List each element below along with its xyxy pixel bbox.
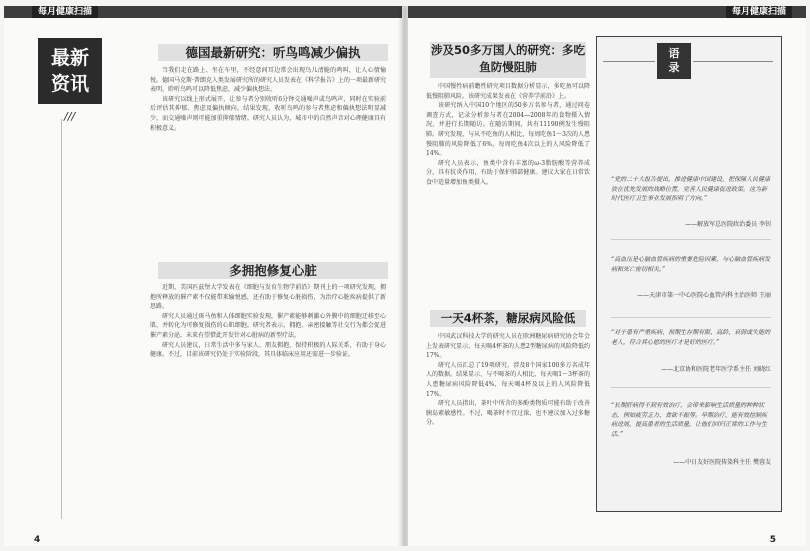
decorative-slashes: /// <box>64 110 76 123</box>
article-paragraph: 研究人员通过斑马鱼和人体细胞实验发现，催产素能够刺激心外膜中的细胞迁移至心肌，并转化为可修复损伤的心肌细胞。研究者表示，拥抱、亲密接触等社交行为都会促进催产素分泌，未来有望借此开发针对心脏病的新型疗法。 <box>150 312 386 339</box>
quote-source: ——中日友好医院传染科主任 樊蓉友 <box>673 459 771 466</box>
quote-text: “高血压是心脑血管疾病的重要危险因素，与心脑血管疾病发病和死亡密切相关。” <box>611 256 771 273</box>
article-title-fish <box>430 42 586 78</box>
quote-header-rule <box>603 61 655 62</box>
article-body-hug <box>150 283 386 505</box>
quote-divider <box>611 317 771 318</box>
left-page <box>4 6 402 546</box>
right-page <box>408 6 806 546</box>
section-tag-line1: 最新 <box>50 47 89 69</box>
article-title-tea: 一天4杯茶，糖尿病风险低 <box>430 310 586 327</box>
section-tag <box>38 38 102 104</box>
article-paragraph: 研究人员汇总了19项研究、涉及8个国家100多万名成年人的数据。结果显示，与不喝茶的人相比，每天喝1～3杯茶的人患糖尿病风险降低4%，每天喝4杯及以上的人风险降低17%。 <box>426 361 590 398</box>
header-tag-left: 每月健康扫描 <box>32 6 98 18</box>
section-tag-line2: 资讯 <box>50 73 89 95</box>
article-paragraph: 当我们走在路上、坐在车里，不经意间耳边常会出现鸟儿清脆的鸣叫，让人心情愉悦。德国马克斯·普朗克人类发展研究所的研究人员发表在《科学报告》上的一项最新研究表明，聆听鸟鸣可以降低焦虑，减少偏执想法。 <box>150 67 386 94</box>
article-paragraph: 研究人员指出，茶叶中所含的多酚类物质可能有助于改善胰岛素敏感性。不过，喝茶时不宜过浓，也不建议加入过多糖分。 <box>426 400 590 427</box>
article-paragraph: 近期，美国匹兹堡大学发表在《细胞与发育生物学前沿》期刊上的一项研究发现，拥抱所释放的催产素不仅能带来愉悦感，还有助于修复心脏损伤，为治疗心脏疾病提供了新思路。 <box>150 284 386 311</box>
page-number: 4 <box>34 535 41 545</box>
quote-source: ——天津市第一中心医院心血管内科主治医师 王丽 <box>637 292 771 299</box>
article-paragraph: 研究人员表示，鱼类中含有丰富的ω-3脂肪酸等营养成分，具有抗炎作用，有助于保护肺部健康。建议大家在日常饮食中适量增加鱼类摄入。 <box>426 159 590 186</box>
quote-text: “党的二十大报告提出，推进健康中国建设，把保障人民健康放在优先发展的战略位置，完善人民健康促进政策。这为新时代医疗卫生事业发展指明了方向。” <box>611 176 771 202</box>
article-title-text: 涉及50多万国人的研究：多吃鱼防慢阻肺 <box>430 43 585 74</box>
quote-divider <box>611 387 771 388</box>
quote-text: “长期肝病得不到有效治疗，会带来影响生活质量的种种状态，例如疲劳乏力、食欲不振等。早期治疗，能有效控制疾病进展，提高患者的生活质量，让他们回归正常的工作与生活。” <box>611 402 768 438</box>
quotes-heading <box>657 43 691 79</box>
article-body-birdsong <box>150 66 386 216</box>
vertical-divider <box>61 119 62 519</box>
article-paragraph: 研究人员建议，日常生活中多与家人、朋友拥抱，保持积极的人际关系，有助于身心健康。不过，目前该研究仍处于实验阶段，其具体临床应用还需进一步验证。 <box>150 341 386 359</box>
quote-text: “对于患有严重疾病、预期生存期有限、高龄、衰弱或失能的老人，符合其心愿的医疗才是好的医疗。” <box>611 329 771 346</box>
quote-header-rule <box>693 61 773 62</box>
article-paragraph: 中国武汉科技大学的研究人员在欧洲糖尿病研究协会年会上发表研究显示，每天喝4杯茶的人患2型糖尿病的风险降低约17%。 <box>426 333 590 360</box>
article-paragraph: 该研究纳入中国10个地区的50多万名参与者，通过问卷调查方式，记录分析参与者在2004—2008年的食物摄入情况，并进行长期随访。在随访期间，共有11190例发生慢阻肺。研究发现，与从不吃鱼的人相比，每周吃鱼1～3次的人患慢阻肺的风险降低了6%，每周吃鱼4次以上的人风险降低了14%。 <box>426 102 590 158</box>
article-body-tea <box>426 332 590 498</box>
article-body-fish <box>426 82 590 292</box>
quotes-heading-line1: 语 <box>668 47 680 60</box>
article-paragraph: 中国慢性病前瞻性研究项目数据分析显示，多吃鱼可以降低慢阻肺风险。该研究成果发表在《营养学前沿》上。 <box>426 83 590 100</box>
quotes-sidebar <box>596 36 782 512</box>
quote-divider <box>611 239 771 240</box>
article-title-hug: 多拥抱修复心脏 <box>158 262 388 279</box>
quote-source: ——解放军总医院政治委员 李钊 <box>685 221 771 228</box>
article-paragraph: 该研究以线上形式展开，让参与者分别收听6分钟交通噪声或鸟鸣声，同时在实验前后评估其抑郁、焦虑及偏执倾向。结果发现，收听鸟鸣的参与者焦虑和偏执想法明显减少，而交通噪声则可能加重抑郁情绪。研究人员认为，城市中的自然声音对心理健康具有积极意义。 <box>150 95 386 132</box>
quotes-heading-line2: 录 <box>668 61 680 74</box>
article-title-birdsong: 德国最新研究：听鸟鸣减少偏执 <box>158 44 388 61</box>
page-number: 5 <box>769 535 776 545</box>
quote-source: ——北京协和医院老年医学系主任 刘晓红 <box>661 366 771 373</box>
header-tag-right: 每月健康扫描 <box>726 6 792 18</box>
